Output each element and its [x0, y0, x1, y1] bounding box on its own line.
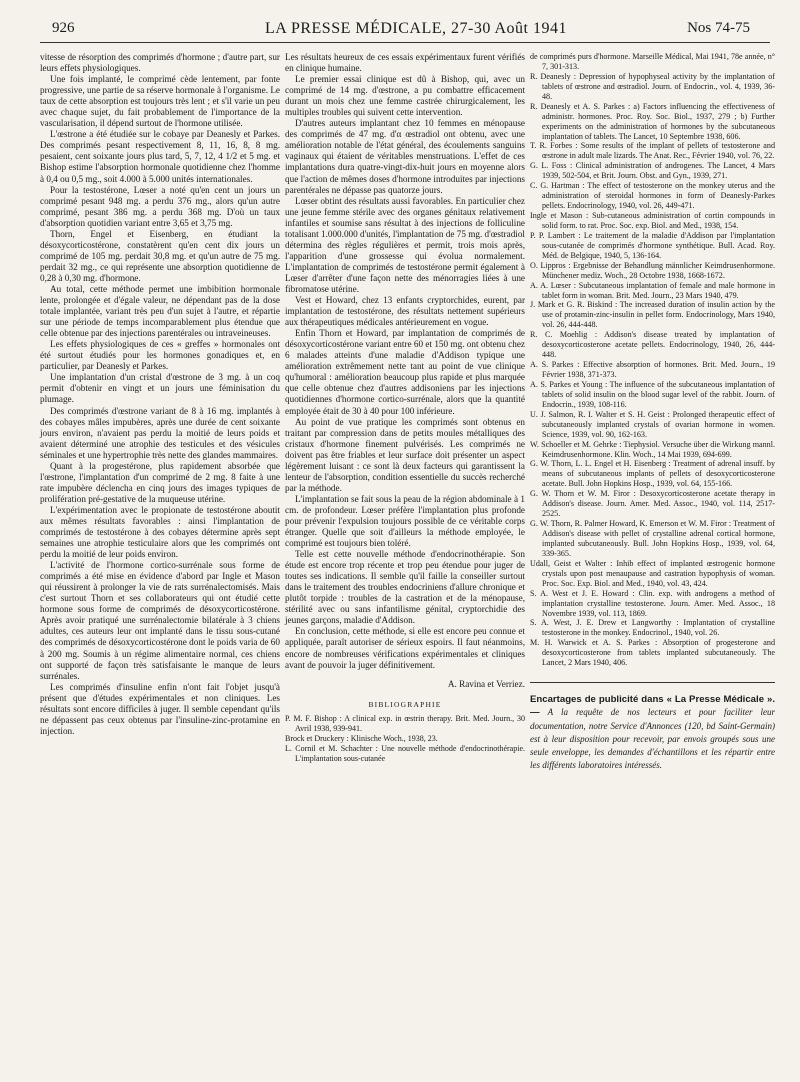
- column-1: [40, 52, 280, 737]
- journal-title: LA PRESSE MÉDICALE, 27-30 Août 1941: [265, 20, 567, 37]
- reference-entry: P. P. Lambert : Le traitement de la maladie d'Addison par l'implantation sous-cutanée de comprimés d'hormone synthétique. Bull. Acad. Roy. Méd. de Belgique, 1940, 5, 136-164.: [530, 230, 775, 260]
- paragraph: Lœser obtint des résultats aussi favorables. En particulier chez une jeune femme stérile avec des organes génitaux relativement infantiles et soumise sans résultat à des injections de folliculine totalisant 1.000.000 d'unités, l'implantation de 75 mg. d'œstradiol détermina des règles régulières et permit, trois mois après, l'apparition d'une grossesse qui évolua normalement. L'implantation de comprimés de testostérone permit également à Lœser d'arrêter d'une façon nette des ménorragies liées à une fibromatose utérine.: [285, 195, 525, 294]
- paragraph: Pour la testostérone, Lœser a noté qu'en cent un jours un comprimé pesant 948 mg. a perdu 376 mg., alors qu'un autre comprimé, pesant 386 mg. a perdu 368 mg. D'où un taux d'absorption quotidien variant entre 3,65 et 3,75 mg.: [40, 184, 280, 228]
- paragraph: Une implantation d'un cristal d'œstrone de 3 mg. à un coq permit d'obtenir en vingt et un jours une féminisation du plumage.: [40, 372, 280, 405]
- reference-entry: O. Lippros : Ergebnisse der Behandlung männlicher Keimdrusenhormone. Münchener mediz. Woch., 28 Octobre 1938, 1668-1672.: [530, 260, 775, 280]
- paragraph: Telle est cette nouvelle méthode d'endocrinothérapie. Son étude est encore trop récente et trop peu étendue pour juger de toutes ses indications. Il semble qu'il faille la conseiller surtout dans le traitement des troubles endocriniens d'allure chronique et plutôt torpide : troubles de la castration et de la ménopause, stérilité avec ou sans infantilisme génital, cryptorchidie des jeunes garçons, maladie d'Addison.: [285, 549, 525, 626]
- page-number: 926: [52, 20, 75, 36]
- paragraph: Thorn, Engel et Eisenberg, en étudiant la désoxycorticostérone, constatèrent qu'en cent dix jours un comprimé de 105 mg. perdait 30,8 mg. et qu'un autre de 75 mg. perdait 32 mg., ce qui représente une absorption quotidienne de 0,28 à 0,30 mg. d'hormone.: [40, 228, 280, 283]
- reference-entry: S. A. West, J. E. Drew et Langworthy : Implantation of crystalline testosterone in the monkey. Endocrinol., 1940, vol. 26.: [530, 618, 775, 638]
- reference-entry: R. C. Moehlig : Addison's disease treated by implantation of desoxycorticosterone acetate pellets. Endocrinology, 1940, 26, 444-448.: [530, 330, 775, 360]
- paragraph: D'autres auteurs implantant chez 10 femmes en ménopause des comprimés de 47 mg. d'α œstradiol ont obtenu, avec une amélioration notable de l'état général, des écoulements sanguins vaginaux qui étaient de véritables menstruations. L'effet de ces implantations dura quatre-vingt-dix-huit jours en moyenne alors que l'action de mêmes doses d'hormone introduites par injections parentérales ne dépasse pas quatorze jours.: [285, 118, 525, 195]
- advert-body: A la requête de nos lecteurs et pour faciliter leur documentation, notre Service d'Annonces (120, bd Saint-Germain) est à leur disposition pour recevoir, par envois groupés sous une seule enveloppe, les demandes d'échantillons et les répartir entre les différents laboratoires intéressés.: [530, 707, 775, 771]
- reference-entry: A. S. Parkes et Young : The influence of the subcutaneous implantation of tablets of solid insulin on the blood sugar level of the rabbit. Journ. of Endocrin., 1939, 108-116.: [530, 379, 775, 409]
- bibliography-entry: Brock et Druckery : Klinische Woch., 1938, 23.: [285, 733, 438, 743]
- reference-entry: W. Schoeller et M. Gehrke : Tiephysiol. Versuche über die Wirkung mannl. Keimdrusenhormone. Klin. Woch., 14 Mai 1939, 694-699.: [530, 439, 775, 459]
- header-rule: [40, 42, 770, 43]
- reference-entry: J. Mark et G. R. Biskind : The increased duration of insulin action by the use of protamin-zinc-insulin in pellet form. Endocrinology, Mars 1940, vol. 26, 444-448.: [530, 300, 775, 330]
- reference-entry: M. H. Warwick et A. S. Parkes : Absorption of progesterone and desoxycorticosterone from tablets implanted subcutaneously. The Lancet, 2 Mars 1940, 406.: [530, 638, 775, 668]
- page-header: [0, 18, 800, 40]
- reference-entry: A. A. Lœser : Subcutaneous implantation of female and male hormone in tablet form in woman. Brit. Med. Journ., 23 Mars 1940, 479.: [530, 280, 775, 300]
- paragraph: Une fois implanté, le comprimé cède lentement, par fonte progressive, une partie de sa réserve hormonale à l'organisme. Le taux de cette absorption est toujours très lent ; et s'il varie un peu avec chaque sujet, du fait probablement de l'importance de la vascularisation, il dépend surtout de l'hormone utilisée.: [40, 74, 281, 129]
- advert-title: Encartages de publicité dans « La Presse Médicale ». —: [530, 694, 775, 719]
- paragraph: Le premier essai clinique est dû à Bishop, qui, avec un comprimé de 14 mg. d'œstrone, a pu combattre efficacement durant un mois chez une femme castrée chirurgicalement, les multiples troubles qui suivent cette intervention.: [285, 74, 525, 118]
- bibliography-heading: BIBLIOGRAPHIE: [368, 699, 442, 709]
- reference-entry: R. Deanesly : Depression of hypophyseal activity by the implantation of tablets of œstrone and œstradiol. Journ. of Endocrin., vol. 4, 1939, 36-48.: [530, 71, 775, 101]
- reference-list: [530, 52, 775, 668]
- paragraph: Au point de vue pratique les comprimés sont obtenus en traitant par compression dans de petits moules métalliques des cristaux d'hormone finement pulvérisés. Les comprimés ne doivent pas être friables et leur surface doit présenter un aspect légèrement luisant : ce sont là deux facteurs qui garantissent la lenteur de l'absorption, condition essentielle du succès recherché par la méthode.: [285, 416, 525, 493]
- reference-entry: S. A. West et J. E. Howard : Clin. exp. with androgens a method of implantation crystalline testosterone. Journ. Amer. Med. Assoc., 18 Novembre 1939, vol. 113, 1869.: [530, 588, 775, 618]
- author-signature: A. Ravina et Verriez.: [447, 678, 525, 689]
- paragraph: L'activité de l'hormone cortico-surrénale sous forme de comprimés a été mise en évidence d'abord par Ingle et Mason qui réussirent à prolonger la vie de rats surrénalectomisés. Mais c'est surtout Thorn et ses collaborateurs qui ont étudié cette hormone sous forme de comprimés de désoxycorticostérone. Après avoir pratiqué une surrénalectomie bilatérale à 3 chiens adultes, ces auteurs leur ont implanté dans le tissu sous-cutané des comprimés de désoxycorticostérone dont le poids varia de 60 à 200 mg. Soumis à un régime alimentaire normal, ces chiens ont supporté de façon très satisfaisante le manque de leurs surrénales.: [40, 560, 280, 681]
- reference-entry: G. L. Foss : Clinical administration of androgenes. The Lancet, 4 Mars 1939, 502-504, et Brit. Journ. Obst. and Gyn., 1939, 271.: [530, 161, 775, 181]
- bibliography-entry: P. M. F. Bishop : A clinical exp. in œstrin therapy. Brit. Med. Journ., 30 Avril 1938, 939-941.: [285, 713, 525, 733]
- advert-text: [530, 693, 775, 772]
- reference-entry: G. W. Thorn et W. M. Firor : Desoxycorticosterone acetate therapy in Addison's disease. Journ. Amer. Med. Assoc., 1940, vol. 114, 2517-2525.: [530, 489, 775, 519]
- paragraph: Les résultats heureux de ces essais expérimentaux furent vérifiés en clinique humaine.: [285, 52, 525, 74]
- reference-entry: Ingle et Mason : Sub-cutaneous administration of cortin compounds in solid form. to rat. Proc. Soc. exp. Biol. and Med., 1938, 154.: [530, 211, 775, 230]
- reference-entry: A. S. Parkes : Effective absorption of hormones. Brit. Med. Journ., 19 Février 1938, 371-373.: [530, 360, 775, 379]
- bibliography-entry: L. Cornil et M. Schachter : Une nouvelle méthode d'endocrinothérapie. L'implantation sous-cutanée: [285, 743, 525, 763]
- paragraph: Au total, cette méthode permet une imbibition hormonale lente, prolongée et d'égale valeur, ne dépendant pas de la dose totale implantée, variant très peu d'un sujet à l'autre, et répartie sur une période de temps incomparablement plus étendue que celle obtenue par des injections parentérales ou intraveineuses.: [40, 283, 280, 339]
- paragraph: Les comprimés d'insuline enfin n'ont fait l'objet jusqu'à présent que d'études expérimentales et non cliniques. Les résultats sont encore difficiles à juger. Il semble cependant qu'ils ne dépassent pas ceux obtenus par l'insuline-zinc-protamine en injection.: [40, 681, 280, 736]
- paragraph: vitesse de résorption des comprimés d'hormone ; d'autre part, sur leurs effets physiologiques.: [40, 52, 280, 74]
- paragraph: L'expérimentation avec le propionate de testostérone aboutit aux mêmes résultats favorables : ainsi l'implantation de comprimés de testostérone à des cobayes détermine après sept semaines une atrophie testiculaire alors que les comprimés ont perdu la moitié de leur poids environ.: [40, 504, 280, 560]
- paragraph: Les effets physiologiques de ces « greffes » hormonales ont été surtout étudiés pour les hormones gonadiques et, en particulier, par Deanesly et Parkes.: [40, 339, 280, 372]
- bibliography: [285, 714, 525, 764]
- paragraph: En conclusion, cette méthode, si elle est encore peu connue et appliquée, paraît autoriser de sérieux espoirs. Il faut néanmoins, encore de nombreuses vérifications expérimentales et cliniques avant de pouvoir la juger définitivement.: [285, 626, 525, 670]
- reference-entry: T. R. Forbes : Some results of the implant of pellets of testosterone and œstrone in adult male lizards. The Anat. Rec., Février 1940, vol. 76, 22.: [530, 141, 775, 161]
- paragraph: L'implantation se fait sous la peau de la région abdominale à 1 cm. de profondeur. Lœser préfère l'implantation plus profonde pour prévenir l'expulsion toujours possible de ce véritable corps étranger. Quelle que soit d'ailleurs la méthode employée, le comprimé est toujours bien toléré.: [285, 493, 525, 549]
- reference-entry: G. W. Thorn, L. L. Engel et H. Eisenberg : Treatment of adrenal insuff. by means of subcutaneous implants of pellets of desoxycorticosterone acetate. Bull. John Hopkins Hosp., 1939, vol. 64, 155-166.: [530, 459, 775, 489]
- reference-entry: C. G. Hartman : The effect of testosterone on the monkey uterus and the administration of steroidal hormones in form of Deanesly-Parkes pellets. Endocrinology, 1940, vol. 26, 449-471.: [530, 181, 775, 211]
- reference-entry: R. Deanesly et A. S. Parkes : a) Factors influencing the effectiveness of administr. hormones. Proc. Roy. Soc. Biol., 1937, 279 ; b) Further experiments on the administration of hormones by the subcutaneous implantation of tablets. The Lancet, 10 Septembre 1938, 606.: [530, 101, 775, 141]
- paragraph: Quant à la progestérone, plus rapidement absorbée que l'œstrone, l'implantation d'un comprimé de 2 mg. 8 faite à une rate impubère déclencha en cinq jours des images typiques de prolifération pré-gestative de la muqueuse utérine.: [40, 460, 280, 504]
- column-2: [285, 52, 525, 764]
- paragraph: Vest et Howard, chez 13 enfants cryptorchides, eurent, par implantation de testostérone, des résultats nettement supérieurs aux thérapeutiques médicales antérieurement en vogue.: [285, 295, 525, 328]
- reference-entry: U. J. Salmon, R. I. Walter et S. H. Geist : Prolonged therapeutic effect of subcutaneously implanted crystals of ovarian hormone in women. Science, 1939, vol. 90, 162-163.: [530, 409, 775, 439]
- reference-entry: G. W. Thorn, R. Palmer Howard, K. Emerson et W. M. Firor : Treatment of Addison's disease with pellet of crystalline adrenal cortical hormone, implanted subcutaneously. Bull. John Hopkins Hosp., 1939, vol. 64, 339-365.: [530, 519, 775, 558]
- column-3: [530, 52, 775, 772]
- paragraph: Enfin Thorn et Howard, par implantation de comprimés de désoxycorticostérone variant entre 60 et 150 mg. ont obtenu chez 6 malades atteints d'une maladie d'Addison typique une amélioration extrêmement nette tant au point de vue clinique qu'humoral : amélioration beaucoup plus rapide et plus marquée que celle obtenue chez d'autres addisoniens par les injections quotidiennes d'hormone cortico-surrénale, alors que la quantité employée était de 30 à 40 pour 100 inférieure.: [285, 328, 525, 416]
- reference-entry: Udall, Geist et Walter : Inhib effect of implanted œstrogenic hormone crystals upon post menaupause and castration hypophysis of woman. Proc. Soc. Exp. Biol. and Med., 1940, vol. 43, 424.: [530, 558, 775, 588]
- issue-number: Nos 74-75: [687, 20, 750, 36]
- paragraph: L'œstrone a été étudiée sur le cobaye par Deanesly et Parkes. Des comprimés pesant respectivement 8, 11, 16, 8, 8 mg. pesaient, cent soixante jours plus tard, 5, 7, 12, 4 1/2 et 5 mg. et Bishop estime l'absorption hormonale quotidienne chez l'homme à 0,4 ou 0,5 mg., soit 4.000 à 5.000 unités internationales.: [40, 129, 280, 184]
- paragraph: Des comprimés d'œstrone variant de 8 à 16 mg. implantés à des cobayes mâles impubères, après une durée de cent soixante jours environ, n'avaient pas perdu la moitié de leurs poids et avaient déterminé une atrophie des testicules et des vésicules séminales et une hypertrophie très nette des glandes mammaires.: [40, 405, 280, 460]
- advert-box: [530, 682, 775, 772]
- reference-entry: de comprimés purs d'hormone. Marseille Médical, Mai 1941, 78e année, n° 7, 301-313.: [530, 52, 775, 71]
